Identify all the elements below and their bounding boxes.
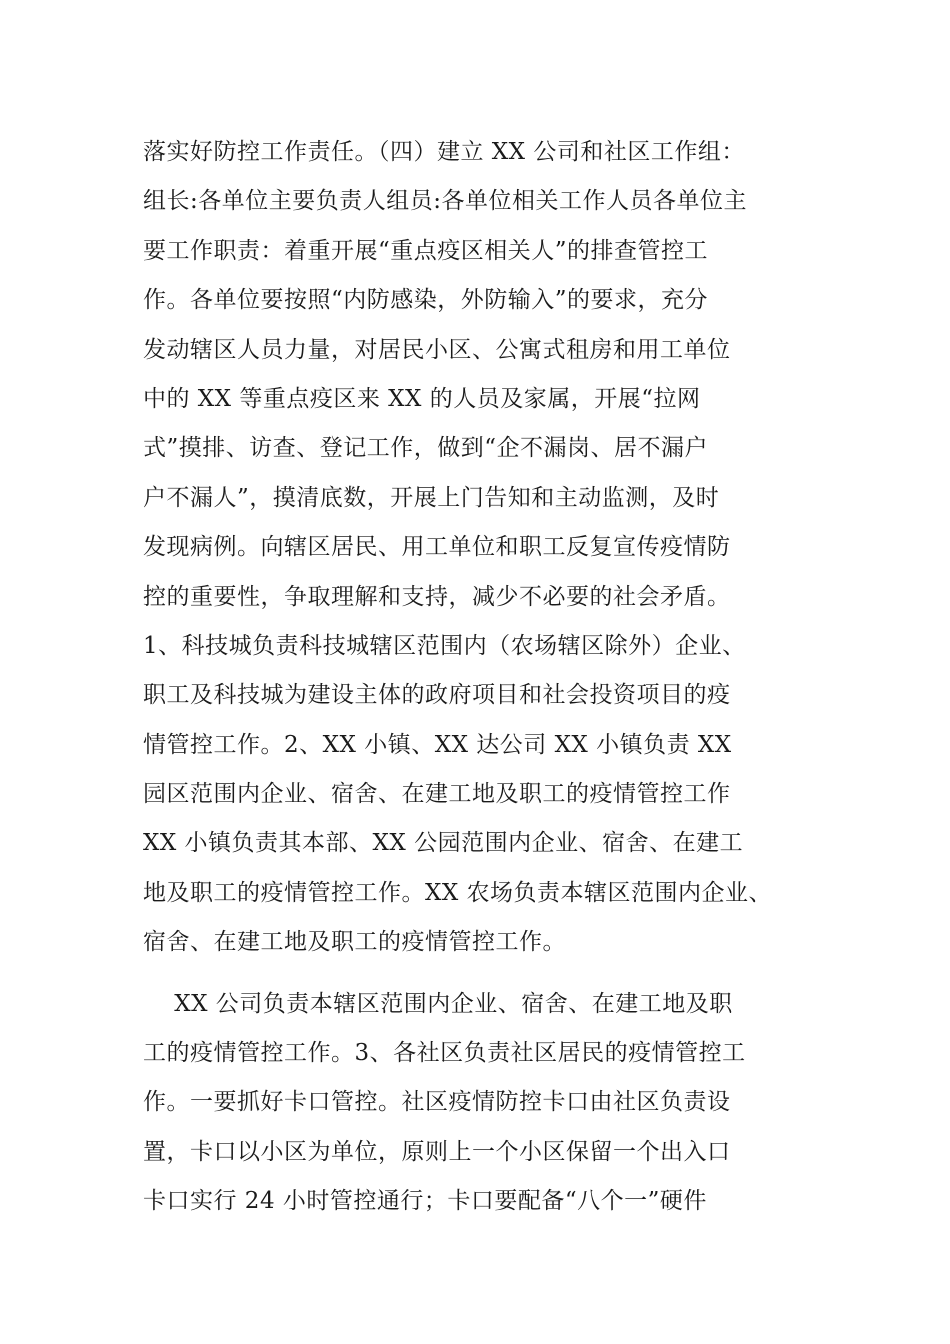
text-line: 1、科技城负责科技城辖区范围内（农场辖区除外）企业、: [143, 632, 746, 659]
text-line: 户不漏人”，摸清底数，开展上门告知和主动监测，及时: [143, 484, 720, 511]
text-line: 要工作职责：着重开展“重点疫区相关人”的排查管控工: [143, 237, 709, 264]
text-line: 作。各单位要按照“内防感染，外防输入”的要求，充分: [143, 287, 709, 314]
text-line: 地及职工的疫情管控工作。XX 农场负责本辖区范围内企业、: [143, 879, 773, 906]
text-line: 发动辖区人员力量，对居民小区、公寓式租房和用工单位: [143, 336, 731, 363]
text-line: 置，卡口以小区为单位，原则上一个小区保留一个出入口: [143, 1138, 731, 1165]
text-line: XX 小镇负责其本部、XX 公园范围内企业、宿舍、在建工: [143, 830, 744, 857]
text-line: 情管控工作。2、XX 小镇、XX 达公司 XX 小镇负责 XX: [143, 731, 732, 758]
text-line: 发现病例。向辖区居民、用工单位和职工反复宣传疫情防: [143, 534, 731, 561]
paragraph-2: [143, 980, 843, 1227]
text-line: 工的疫情管控工作。3、各社区负责社区居民的疫情管控工: [143, 1040, 746, 1067]
text-line: 卡口实行 24 小时管控通行；卡口要配备“八个一”硬件: [143, 1188, 707, 1215]
text-line: 落实好防控工作责任。（四）建立 XX 公司和社区工作组：: [143, 139, 745, 165]
text-line: 式”摸排、访查、登记工作，做到“企不漏岗、居不漏户: [143, 435, 709, 462]
text-line: 组长:各单位主要负责人组员:各单位相关工作人员各单位主: [143, 188, 747, 215]
text-line: 控的重要性，争取理解和支持，减少不必要的社会矛盾。: [143, 583, 731, 610]
text-line: 作。一要抓好卡口管控。社区疫情防控卡口由社区负责设: [143, 1089, 731, 1116]
text-line: 中的 XX 等重点疫区来 XX 的人员及家属，开展“拉网: [143, 385, 701, 412]
text-line: 园区范围内企业、宿舍、在建工地及职工的疫情管控工作: [143, 781, 731, 808]
document-body: [143, 128, 843, 1227]
text-line: 宿舍、在建工地及职工的疫情管控工作。: [143, 929, 566, 956]
text-line: 职工及科技城为建设主体的政府项目和社会投资项目的疫: [143, 682, 731, 709]
paragraph-1: [143, 128, 843, 968]
text-line: XX 公司负责本辖区范围内企业、宿舍、在建工地及职: [143, 990, 733, 1017]
